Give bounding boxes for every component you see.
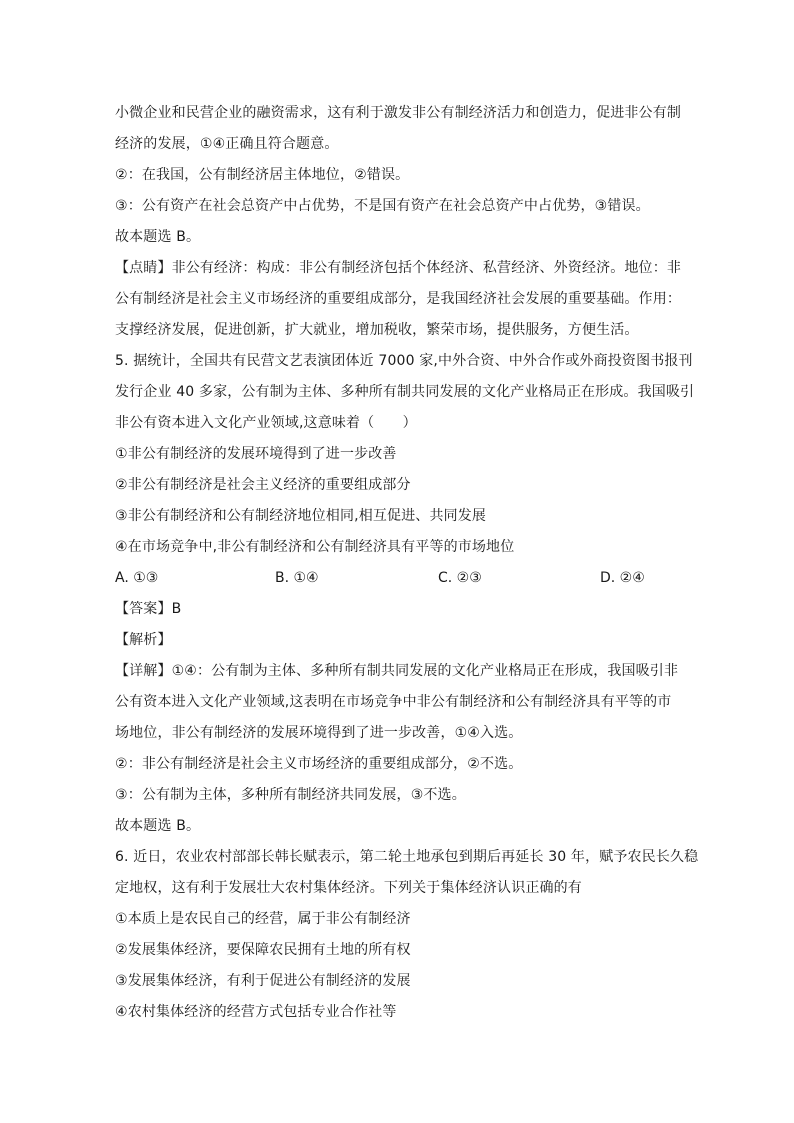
text-line: 非公有资本进入文化产业领域,这意味着（ ） bbox=[115, 415, 417, 431]
text-line: 故本题选 B。 bbox=[115, 818, 201, 834]
question-5-stem: 5. 据统计，全国共有民营文艺表演团体近 7000 家,中外合资、中外合作或外商投资图书报刊 bbox=[115, 353, 693, 369]
statement-3: ③发展集体经济，有利于促进公有制经济的发展 bbox=[115, 973, 411, 989]
statement-1: ①非公有制经济的发展环境得到了进一步改善 bbox=[115, 446, 397, 462]
statement-3: ③非公有制经济和公有制经济地位相同,相互促进、共同发展 bbox=[115, 508, 487, 524]
statement-2: ②非公有制经济是社会主义经济的重要组成部分 bbox=[115, 477, 411, 493]
text-line: 小微企业和民营企业的融资需求，这有利于激发非公有制经济活力和创造力，促进非公有制 bbox=[115, 105, 681, 121]
text-line: ③：公有资产在社会总资产中占优势，不是国有资产在社会总资产中占优势，③错误。 bbox=[115, 198, 650, 214]
text-line: 支撑经济发展，促进创新，扩大就业，增加税收，繁荣市场，提供服务，方便生活。 bbox=[115, 322, 639, 338]
option-b: B. ①④ bbox=[275, 570, 319, 586]
option-d: D. ②④ bbox=[600, 570, 645, 586]
text-line: 公有制经济是社会主义市场经济的重要组成部分，是我国经济社会发展的重要基础。作用： bbox=[115, 291, 681, 307]
question-6-stem: 6. 近日，农业农村部部长韩长赋表示，第二轮土地承包到期后再延长 30 年，赋予农民长久稳 bbox=[115, 849, 699, 865]
text-line: 公有资本进入文化产业领域,这表明在市场竞争中非公有制经济和公有制经济具有平等的市 bbox=[115, 694, 672, 710]
statement-2: ②发展集体经济，要保障农民拥有土地的所有权 bbox=[115, 942, 411, 958]
text-line: 定地权，这有利于发展壮大农村集体经济。下列关于集体经济认识正确的有 bbox=[115, 880, 582, 896]
statement-4: ④在市场竞争中,非公有制经济和公有制经济具有平等的市场地位 bbox=[115, 539, 515, 555]
text-line: 发行企业 40 多家，公有制为主体、多种所有制共同发展的文化产业格局正在形成。我国吸引 bbox=[115, 384, 695, 400]
text-line: 故本题选 B。 bbox=[115, 229, 201, 245]
text-line: 【点睛】非公有经济：构成：非公有制经济包括个体经济、私营经济、外资经济。地位：非 bbox=[115, 260, 681, 276]
option-c: C. ②③ bbox=[438, 570, 482, 586]
statement-1: ①本质上是农民自己的经营，属于非公有制经济 bbox=[115, 911, 411, 927]
text-line: 场地位，非公有制经济的发展环境得到了进一步改善，①④入选。 bbox=[115, 725, 523, 741]
answer-label: 【答案】B bbox=[115, 601, 182, 617]
text-line: ②：在我国，公有制经济居主体地位，②错误。 bbox=[115, 167, 410, 183]
text-line: ②：非公有制经济是社会主义市场经济的重要组成部分，②不选。 bbox=[115, 756, 523, 772]
statement-4: ④农村集体经济的经营方式包括专业合作社等 bbox=[115, 1004, 397, 1020]
analysis-label: 【解析】 bbox=[115, 632, 172, 648]
text-line: ③：公有制为主体，多种所有制经济共同发展，③不选。 bbox=[115, 787, 466, 803]
text-line: 【详解】①④：公有制为主体、多种所有制共同发展的文化产业格局正在形成，我国吸引非 bbox=[115, 663, 679, 679]
option-a: A. ①③ bbox=[115, 570, 159, 586]
text-line: 经济的发展，①④正确且符合题意。 bbox=[115, 136, 339, 152]
